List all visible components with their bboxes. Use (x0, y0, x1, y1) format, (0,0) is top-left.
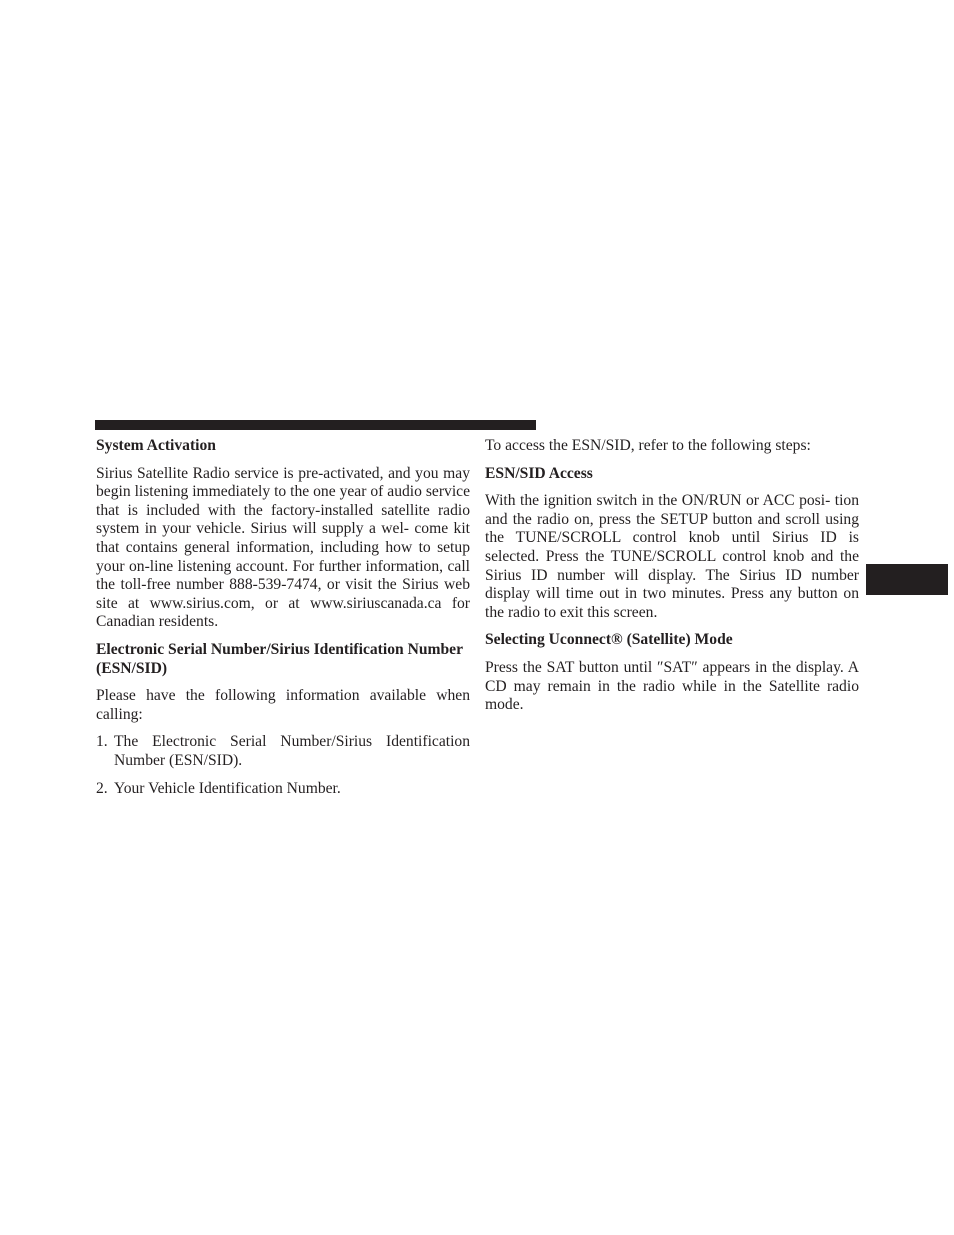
esn-sid-intro: Please have the following information available when calling: (96, 687, 470, 723)
esn-sid-heading: Electronic Serial Number/Sirius Identification Number (ESN/SID) (96, 640, 463, 677)
section-top-rule (95, 420, 536, 430)
list-item-text: The Electronic Serial Number/Sirius Identification Number (ESN/SID). (114, 733, 470, 769)
system-activation-body: Sirius Satellite Radio service is pre-activated, and you may begin listening immediately to the one year of audio service that is included with the factory-installed satellite radio system in your vehicle. Sirius will supply a wel- come kit that contains general information, including how to setup your on-line listening account. For further information, call the toll-free number 888-539-7474, or visit the Sirius web site at www.sirius.com, or at www.siriuscanada.ca for Canadian residents. (96, 464, 470, 631)
list-item-text: Your Vehicle Identification Number. (114, 779, 341, 797)
esn-sid-access-body: With the ignition switch in the ON/RUN or ACC posi- tion and the radio on, press the SETUP button and scroll using the TUNE/SCROLL control knob until Sirius ID is selected. Press the TUNE/SCROLL control knob and the Sirius ID number will display. The Sirius ID number display will time out in two minutes. Press any button on the radio to exit this screen. (485, 492, 859, 621)
list-item-number: 2. (96, 779, 108, 797)
esn-sid-access-heading: ESN/SID Access (485, 464, 593, 482)
satellite-mode-heading: Selecting Uconnect® (Satellite) Mode (485, 631, 733, 649)
list-item-number: 1. (96, 733, 108, 751)
right-column (485, 437, 859, 724)
esn-sid-steps (96, 733, 470, 798)
esn-sid-access-intro: To access the ESN/SID, refer to the following steps: (485, 437, 811, 454)
system-activation-heading: System Activation (96, 437, 216, 454)
list-item (96, 733, 470, 770)
left-column (96, 437, 470, 807)
satellite-mode-body: Press the SAT button until ″SAT″ appears in the display. A CD may remain in the radio while in the Satellite radio mode. (485, 658, 859, 714)
chapter-side-tab (866, 564, 948, 595)
list-item (96, 780, 470, 799)
